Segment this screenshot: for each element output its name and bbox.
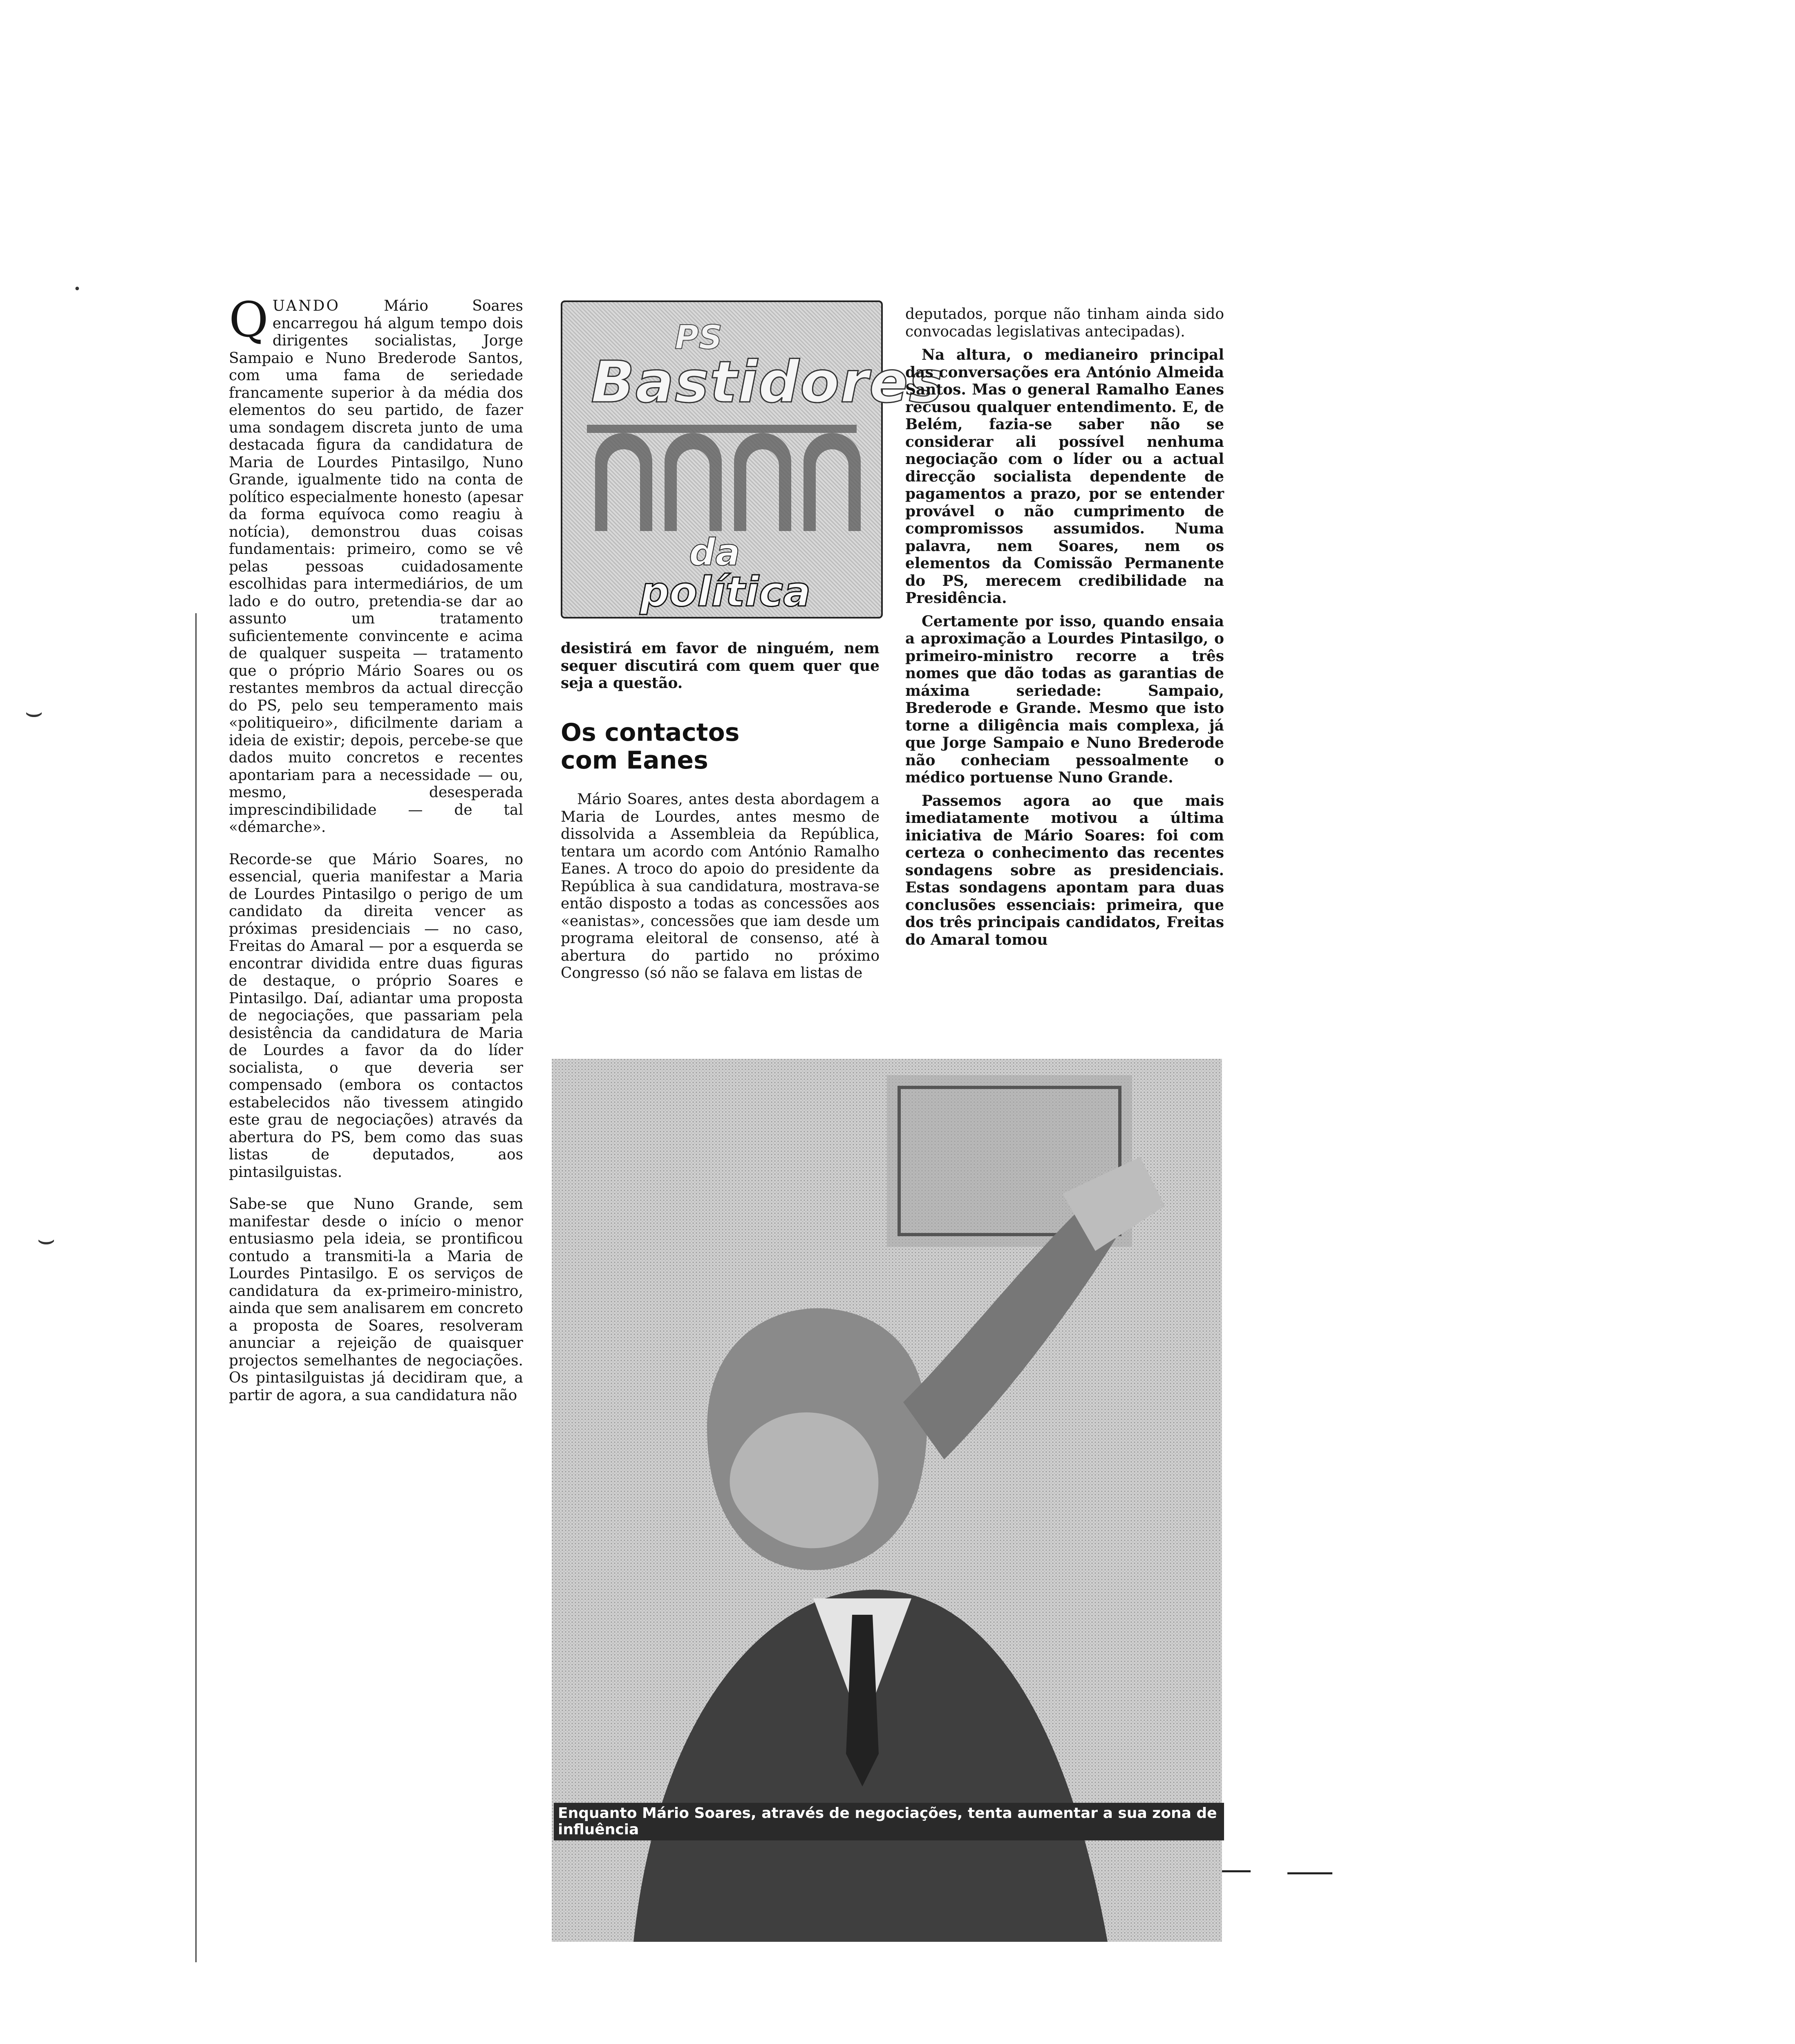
logo-bastidores-text: Bastidores (591, 349, 944, 416)
margin-mark-left-1: ⌣ (25, 695, 44, 728)
article-column-2-top (561, 640, 880, 707)
lead-word: UANDO (272, 298, 340, 314)
paragraph-7: Na altura, o medianeiro principal das conversações era António Almeida Santos. Mas o general Ramalho Eanes recusou qualquer entendimento. E, de Belém, fazia-se saber não se considerar ali possível nenhuma negociação com o líder ou a actual direcção socialista dependente de pagamentos a prazo, por se entender provável o não cumprimento de compromissos assumidos. Numa palavra, nem Soares, nem os elementos da Comissão Permanente do PS, merecem credibilidade na Presidência. (905, 346, 1224, 607)
column-rule (195, 613, 197, 1962)
paragraph-8: Certamente por isso, quando ensaia a aproximação a Lourdes Pintasilgo, o primeiro-ministro recorre a três nomes que dão todas as garantias de máxima seriedade: Sampaio, Brederode e Grande. Mesmo que isto torne a diligência mais complexa, já que Jorge Sampaio e Nuno Brederode não conheciam pessoalmente o médico portuense Nuno Grande. (905, 612, 1224, 786)
section-subheading (561, 719, 880, 774)
subheading-line-1: Os contactos (561, 718, 740, 747)
paragraph-6: deputados, porque não tinham ainda sido convocadas legislativas antecipadas). (905, 306, 1224, 340)
paragraph-3: Sabe-se que Nuno Grande, sem manifestar desde o início o menor entusiasmo pela ideia, se prontificou contudo a transmiti-la a Maria de Lourdes Pintasilgo. E os serviços de candidatura da ex-primeiro-ministro, ainda que sem analisarem em concreto a proposta de Soares, resolveram anunciar a rejeição de quaisquer projectos semelhantes de negociações. Os pintasilguistas já decidiram que, a partir de agora, a sua candidatura não (229, 1196, 523, 1404)
paragraph-1 (229, 291, 523, 836)
dropcap: Q (229, 291, 269, 348)
column-logo-bastidores (561, 300, 944, 619)
paragraph-2: Recorde-se que Mário Soares, no essencial, queria manifestar a Maria de Lourdes Pintasilgo o perigo de um candidato da direita vencer as próximas presidenciais — no caso, Freitas do Amaral — por a esquerda se encontrar dividida entre duas figuras de destaque, o próprio Soares e Pintasilgo. Daí, adiantar uma proposta de negociações, que passariam pela desistência da candidatura de Maria de Lourdes a favor da do líder socialista, o que deveria ser compensado (embora os contactos estabelecidos não tivessem atingido este grau de negociações) através da abertura do PS, bem como das suas listas de deputados, aos pintasilguistas. (229, 851, 523, 1181)
logo-politica-text: política (640, 568, 811, 616)
paragraph-5: Mário Soares, antes desta abordagem a Maria de Lourdes, antes mesmo de dissolvida a Assembleia da República, tentara um acordo com António Ramalho Eanes. A troco do apoio do presidente da República à sua candidatura, mostrava-se então disposto a todas as concessões aos «eanistas», concessões que iam desde um programa eleitoral de consenso, até à abertura do partido no próximo Congresso (só não se falava em listas de (561, 791, 880, 982)
article-column-2-body (561, 791, 880, 982)
paragraph-4: desistirá em favor de ninguém, nem sequer discutirá com quem quer que seja a questão. (561, 640, 880, 692)
margin-mark-top: • (74, 282, 81, 296)
article-column-3 (905, 306, 1224, 948)
arches-illustration (579, 408, 865, 531)
logo-da-text: da (689, 531, 741, 574)
logo-ps-text: PS (675, 318, 723, 356)
bottom-rule-4 (1287, 1872, 1332, 1874)
paragraph-9: Passemos agora ao que mais imediatamente motivou a última iniciativa de Mário Soares: foi com certeza o conhecimento das recentes sondagens sobre as presidenciais. Estas sondagens apontam para duas conclusões essenciais: primeira, que dos três principais candidatos, Freitas do Amaral tomou (905, 792, 1224, 948)
photo-mario-soares (552, 1059, 1222, 1844)
subheading-line-2: com Eanes (561, 746, 708, 775)
photo-caption: Enquanto Mário Soares, através de negociações, tenta aumentar a sua zona de influência (554, 1803, 1224, 1840)
article-column-1 (229, 291, 523, 1419)
paragraph-1-text: Mário Soares encarregou há algum tempo dois dirigentes socialistas, Jorge Sampaio e Nuno Brederode Santos, com uma fama de seriedade francamente superior à da média dos elementos do seu partido, de fazer uma sondagem discreta junto de uma destacada figura da candidatura de Maria de Lourdes Pintasilgo, Nuno Grande, igualmente tido na conta de político especialmente honesto (apesar da forma equívoca como reagiu à notícia), demonstrou duas coisas fundamentais: primeiro, como se vê pelas pessoas cuidadosamente escolhidas para intermediários, de um lado e do outro, pretendia-se dar ao assunto um tratamento suficientemente convincente e acima de qualquer suspeita — tratamento que o próprio Mário Soares ou os restantes membros da actual direcção do PS, pelo seu temperamento mais «politiqueiro», dificilmente dariam a ideia de existir; depois, percebe-se que dados muito concretos e recentes apontariam para a necessidade — ou, mesmo, desesperada imprescindibilidade — de tal «démarche». (229, 298, 523, 836)
margin-mark-left-2: ⌣ (37, 1222, 56, 1256)
